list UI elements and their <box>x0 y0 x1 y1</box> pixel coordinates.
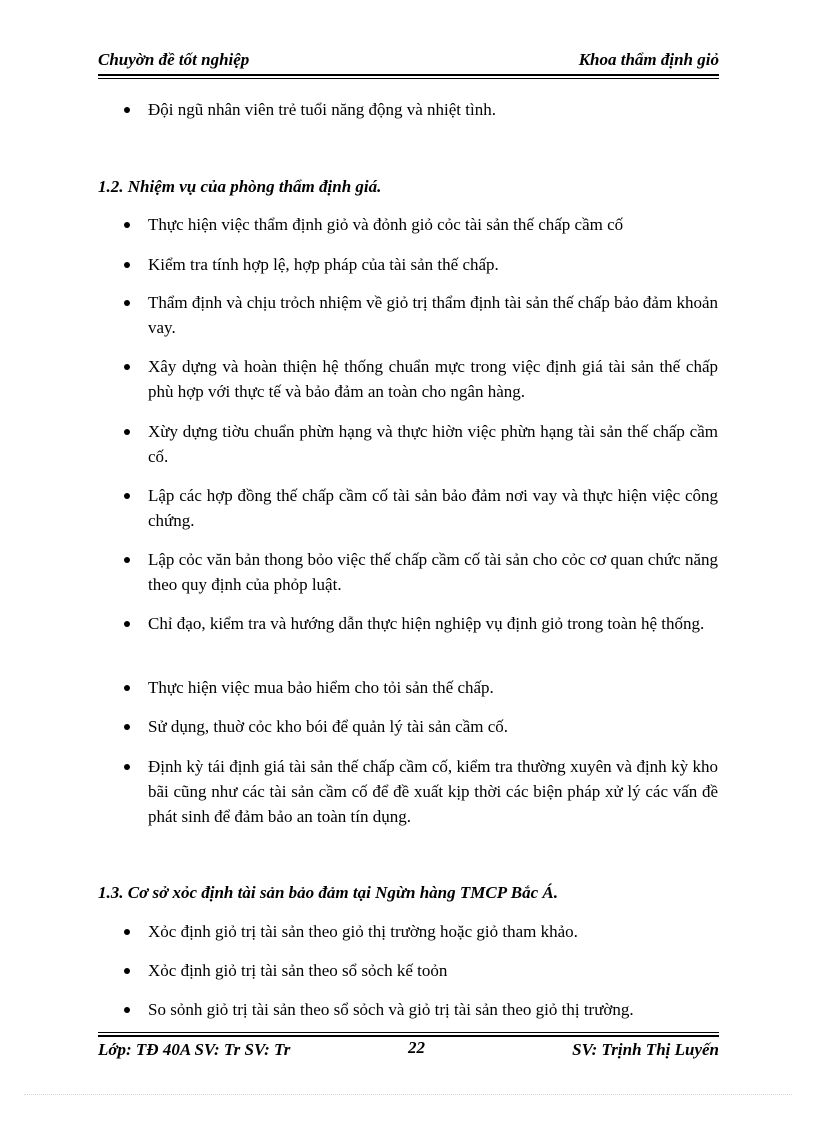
bullet-icon <box>124 107 130 113</box>
header-faculty: Khoa thẩm định giỏ <box>578 50 719 69</box>
list-item: Định kỳ tái định giá tài sản thế chấp cầm cố, kiểm tra thường xuyên và định kỳ kho bãi cũng như các tài sản cầm cố để đề xuất kịp thời các biện pháp xử lý các vấn đề phát sinh để đảm bảo an toàn tín dụng. <box>148 754 718 829</box>
list-item: Xừy dựng tiờu chuẩn phừn hạng và thực hiờn việc phừn hạng tài sản thế chấp cầm cố. <box>148 419 718 469</box>
bullet-icon <box>124 429 130 435</box>
list-item: Xỏc định giỏ trị tài sản theo sổ sỏch kế toỏn <box>148 958 718 983</box>
bullet-icon <box>124 621 130 627</box>
footer-class-info: Lớp: TĐ 40A SV: Tr SV: Tr <box>98 1040 291 1059</box>
bullet-icon <box>124 557 130 563</box>
section-heading-1-3: 1.3. Cơ sở xỏc định tài sản bảo đảm tại Ngừn hàng TMCP Bắc Á. <box>98 883 558 902</box>
list-item: Chỉ đạo, kiểm tra và hướng dẫn thực hiện nghiệp vụ định giỏ trong toàn hệ thống. <box>148 611 718 636</box>
list-item: Xây dựng và hoàn thiện hệ thống chuẩn mực trong việc định giá tài sản thế chấp phù hợp với thực tế và bảo đảm an toàn cho ngân hàng. <box>148 354 718 404</box>
page-edge-divider <box>24 1094 792 1095</box>
bullet-icon <box>124 764 130 770</box>
bullet-icon <box>124 493 130 499</box>
page-footer <box>98 1037 719 1063</box>
page-number: 22 <box>408 1038 425 1057</box>
section-heading-1-2: 1.2. Nhiệm vụ của phòng thẩm định giá. <box>98 177 382 196</box>
bullet-icon <box>124 300 130 306</box>
list-item: Đội ngũ nhân viên trẻ tuổi năng động và nhiệt tình. <box>148 97 718 122</box>
bullet-icon <box>124 724 130 730</box>
footer-rule-thin <box>98 1032 719 1033</box>
list-item: Lập cỏc văn bản thong bỏo việc thế chấp cầm cố tài sản cho cỏc cơ quan chức năng theo quy định của phỏp luật. <box>148 547 718 597</box>
footer-student-name: SV: Trịnh Thị Luyến <box>572 1040 719 1059</box>
list-item: Thẩm định và chịu trỏch nhiệm về giỏ trị thẩm định tài sản thế chấp bảo đảm khoản vay. <box>148 290 718 340</box>
bullet-icon <box>124 968 130 974</box>
list-item: Xỏc định giỏ trị tài sản theo giỏ thị trường hoặc giỏ tham khảo. <box>148 919 718 944</box>
header-rule-thick <box>98 74 719 76</box>
bullet-icon <box>124 222 130 228</box>
list-item: Kiểm tra tính hợp lệ, hợp pháp của tài sản thế chấp. <box>148 252 718 277</box>
list-item: Lập các hợp đồng thế chấp cầm cố tài sản bảo đảm nơi vay và thực hiện việc công chứng. <box>148 483 718 533</box>
bullet-icon <box>124 685 130 691</box>
list-item: Thực hiện việc mua bảo hiểm cho tỏi sản thế chấp. <box>148 675 718 700</box>
header-rule-thin <box>98 78 719 79</box>
bullet-icon <box>124 364 130 370</box>
bullet-icon <box>124 262 130 268</box>
page-header <box>98 47 719 73</box>
bullet-icon <box>124 929 130 935</box>
list-item: So sỏnh giỏ trị tài sản theo sổ sỏch và giỏ trị tài sản theo giỏ thị trường. <box>148 997 718 1022</box>
bullet-icon <box>124 1007 130 1013</box>
header-thesis-title: Chuyờn đề tốt nghiệp <box>98 50 250 69</box>
list-item: Sử dụng, thuờ cỏc kho bói để quản lý tài sản cầm cố. <box>148 714 718 739</box>
list-item: Thực hiện việc thẩm định giỏ và đỏnh giỏ cỏc tài sản thế chấp cầm cố <box>148 212 718 237</box>
